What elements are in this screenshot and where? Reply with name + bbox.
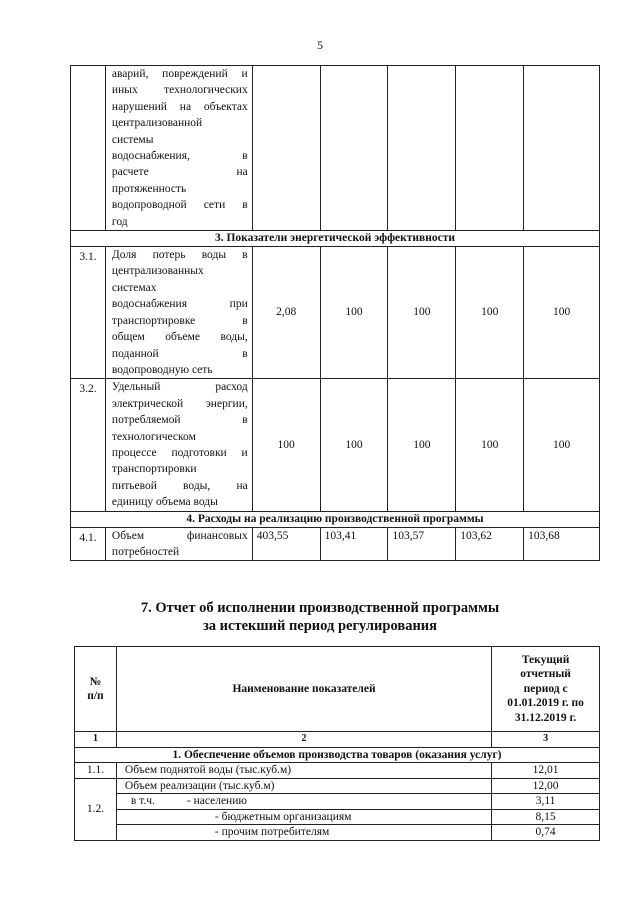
name-line: поданной в [111,347,248,360]
value-cell: 100 [524,247,600,379]
table-row [71,527,600,561]
name-line: единицу объема воды [111,496,218,509]
indicator-name: Объем реализации (тыс.куб.м) [116,778,491,794]
section-row [75,747,600,763]
value-cell: 403,55 [252,527,320,561]
col-header-period [492,647,600,732]
name-line: Объем финансовых [111,529,248,542]
value-cell: 100 [388,247,456,379]
value-cell: 100 [456,247,524,379]
value-cell [388,66,456,231]
page-number: 5 [317,38,323,52]
subrow-name: - населению [186,795,247,807]
indicator-name [116,794,491,810]
value-cell: 12,01 [492,763,600,779]
column-number: 2 [116,732,491,748]
value-cell: 2,08 [252,247,320,379]
col-header-name: Наименование показателей [116,647,491,732]
value-cell: 103,41 [320,527,388,561]
table-row [75,809,600,825]
name-line: электрической энергии, [111,397,248,410]
name-line: централизованной [111,117,203,130]
indicator-name: Объем поднятой воды (тыс.куб.м) [116,763,491,779]
name-line: питьевой воды, на [111,479,248,492]
name-line: централизованных [111,265,204,278]
table-row [75,794,600,810]
row-number [71,66,106,231]
header-row [75,647,600,732]
header-line: № [89,675,102,688]
value-cell: 3,11 [492,794,600,810]
indicator-name [105,527,252,561]
name-line: транспортировки [111,463,197,476]
name-line: потребляемой в [111,414,248,427]
name-line: расчете на [111,166,248,179]
value-cell [456,66,524,231]
table-row [75,825,600,841]
name-line: технологическом [111,430,196,443]
column-numbers-row [75,732,600,748]
value-cell: 0,74 [492,825,600,841]
name-line: иных технологических [111,84,248,97]
subrow-prefix: в т.ч. [130,795,155,807]
value-cell: 103,68 [524,527,600,561]
value-cell: 12,00 [492,778,600,794]
value-cell: 103,62 [456,527,524,561]
name-line: Доля потерь воды в [111,249,248,262]
section-heading [0,599,640,635]
header-line: п/п [87,690,104,702]
name-line: водоснабжения при [111,298,248,311]
section-title: 3. Показатели энергетической эффективности [71,231,600,247]
heading-line: 7. Отчет об исполнении производственной программы [140,600,500,616]
name-line: процессе подготовки и [111,446,248,459]
value-cell: 8,15 [492,809,600,825]
table-row [71,379,600,511]
indicator-name: - бюджетным организациям [116,809,491,825]
value-cell [524,66,600,231]
table-row [71,66,600,231]
table-row [75,778,600,794]
indicator-name [105,66,252,231]
name-line: водопроводную сеть [111,363,213,376]
row-number: 3.2. [71,379,106,511]
section-title: 4. Расходы на реализацию производственной программы [71,511,600,527]
value-cell [320,66,388,231]
name-line: Удельный расход [111,381,248,394]
value-cell: 100 [456,379,524,511]
name-line: водопроводной сети в [111,199,248,212]
value-cell: 100 [388,379,456,511]
name-line: год [111,215,128,228]
value-cell: 100 [320,379,388,511]
header-line: период с [523,682,568,695]
header-line: 01.01.2019 г. по [507,697,584,710]
row-number: 1.1. [75,763,117,779]
header-line: 31.12.2019 г. [514,711,577,724]
row-number: 1.2. [75,778,117,840]
indicator-name [105,379,252,511]
col-header-number [75,647,117,732]
name-line: аварий, повреждений и [111,68,248,80]
section-row [71,511,600,527]
value-cell: 100 [252,379,320,511]
column-number: 1 [75,732,117,748]
row-number: 4.1. [71,527,106,561]
header-line: Текущий [521,653,570,666]
section-title: 1. Обеспечение объемов производства товаров (оказания услуг) [75,747,600,763]
name-line: водоснабжения, в [111,150,248,163]
name-line: протяженность [111,182,187,195]
heading-line: за истекший период регулирования [202,618,438,634]
header-line: отчетный [520,668,571,681]
name-line: транспортировке в [111,314,248,327]
value-cell [252,66,320,231]
indicator-name [105,247,252,379]
value-cell: 100 [524,379,600,511]
name-line: системы [111,133,154,146]
name-line: потребностей [111,545,180,558]
table-row [71,247,600,379]
indicator-name: - прочим потребителям [116,825,491,841]
indicators-table [70,65,600,561]
name-line: нарушений на объектах [111,100,248,113]
value-cell: 103,57 [388,527,456,561]
report-table [74,646,600,841]
value-cell: 100 [320,247,388,379]
section-row [71,231,600,247]
column-number: 3 [492,732,600,748]
name-line: общем объеме воды, [111,331,248,344]
row-number: 3.1. [71,247,106,379]
name-line: системах [111,281,157,294]
table-row [75,763,600,779]
